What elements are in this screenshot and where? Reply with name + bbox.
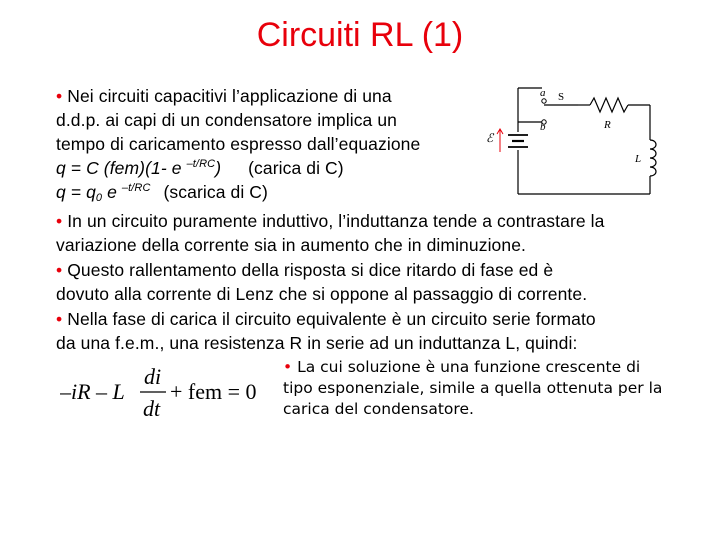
discharge-eq-subscript: 0 (95, 192, 103, 204)
bullet-2-line-2: variazione della corrente sia in aumento che in diminuzione. (56, 235, 527, 255)
bullet-5-line-2: tipo esponenziale, simile a quella ottenuta per la (283, 379, 663, 397)
bullet-marker: • (56, 260, 63, 280)
bullet-4-line-2: da una f.e.m., una resistenza R in serie ad un induttanza L, quindi: (56, 333, 578, 353)
bullet-4-text-1: Nella fase di carica il circuito equivalente è un circuito serie formato (67, 309, 596, 329)
label-resistor: R (604, 119, 611, 131)
charge-equation (56, 156, 344, 180)
bullet-5-text-1: La cui soluzione è una funzione crescente di (297, 358, 641, 376)
bullet-3-line-1 (56, 258, 553, 282)
label-b: b (540, 121, 546, 133)
bullet-1-line-1 (56, 84, 392, 108)
bullet-2-text-1: In un circuito puramente induttivo, l’induttanza tende a contrastare la (67, 211, 605, 231)
bullet-marker: • (56, 309, 63, 329)
bullet-marker: • (56, 211, 63, 231)
equation-numerator: di (144, 364, 162, 389)
bullet-3-text-1: Questo rallentamento della risposta si dice ritardo di fase ed è (67, 260, 554, 280)
bullet-1-text-1: Nei circuiti capacitivi l’applicazione di una (67, 86, 392, 106)
bullet-5-line-1 (283, 357, 640, 378)
discharge-eq-e: e (102, 182, 122, 202)
slide-title: Circuiti RL (1) (256, 16, 464, 54)
charge-eq-exponent: –t/RC (186, 158, 216, 170)
bullet-1-line-2: d.d.p. ai capi di un condensatore implica un (56, 110, 398, 130)
label-a: a (540, 87, 546, 99)
charge-eq-note: (carica di C) (248, 158, 344, 178)
resistor-symbol (590, 98, 628, 112)
inductor-symbol (650, 140, 656, 176)
discharge-eq-exponent: –t/RC (121, 182, 151, 194)
discharge-equation (56, 180, 268, 204)
terminal-a (542, 99, 546, 103)
label-emf: ℰ (486, 131, 494, 145)
bullet-marker: • (56, 86, 63, 106)
bullet-5-line-3: carica del condensatore. (283, 400, 474, 418)
rl-circuit-diagram (478, 78, 678, 203)
rl-differential-equation (60, 362, 266, 424)
discharge-eq-note: (scarica di C) (163, 182, 268, 202)
bullet-1-line-3: tempo di caricamento espresso dall’equazione (56, 134, 421, 154)
bullet-3-line-2: dovuto alla corrente di Lenz che si oppone al passaggio di corrente. (56, 284, 588, 304)
bullet-marker: • (283, 358, 293, 376)
equation-denominator: dt (143, 396, 161, 421)
charge-eq-close: ) (215, 158, 222, 178)
equation-lhs: –iR – L (60, 379, 125, 404)
discharge-eq-lhs: q = q (56, 182, 96, 202)
bullet-2-line-1 (56, 209, 604, 233)
equation-rest: + fem = 0 (170, 379, 257, 404)
charge-eq-lhs: q = C (fem)(1- e (56, 158, 187, 178)
label-switch: S (558, 91, 565, 103)
label-inductor: L (635, 153, 642, 165)
bullet-4-line-1 (56, 307, 596, 331)
